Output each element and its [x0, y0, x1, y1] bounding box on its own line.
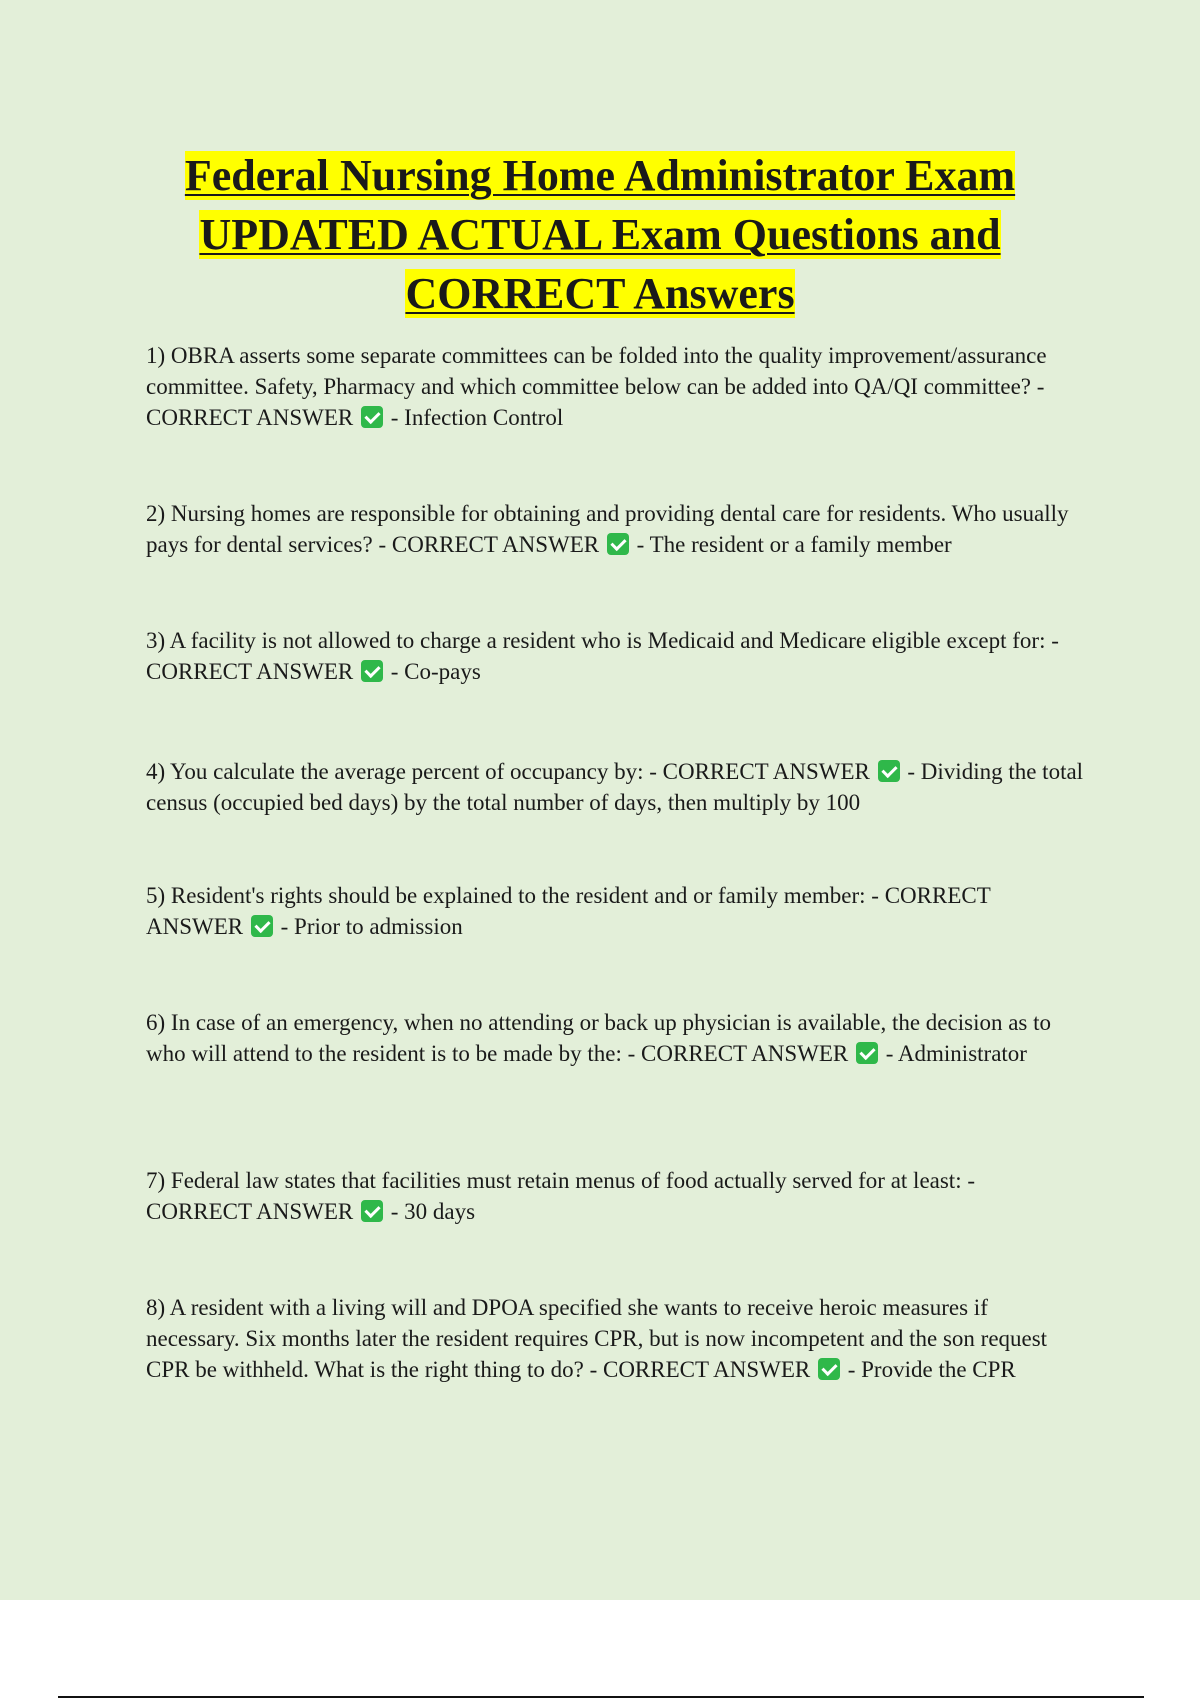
- footer-divider: [58, 1696, 1144, 1698]
- check-mark-icon: [361, 1200, 383, 1222]
- title-line-3: CORRECT Answers: [405, 269, 795, 318]
- answer-text: - Administrator: [885, 1041, 1027, 1066]
- answer-text: - 30 days: [390, 1199, 476, 1224]
- answer-text: - Infection Control: [390, 405, 564, 430]
- check-mark-icon: [878, 760, 900, 782]
- check-mark-icon: [607, 533, 629, 555]
- answer-text: - Dividing the total census (occupied bed days) by the total number of days, then multiply by 100: [146, 759, 1084, 815]
- answer-text: - Co-pays: [390, 659, 481, 684]
- document-title: [100, 146, 1100, 323]
- question-item-2: [146, 498, 1086, 560]
- question-text: 5) Resident's rights should be explained to the resident and or family member: - CORRECT ANSWER: [146, 883, 991, 939]
- question-text: 2) Nursing homes are responsible for obtaining and providing dental care for residents. Who usually pays for dental services? - CORRECT ANSWER: [146, 501, 1069, 557]
- check-mark-icon: [251, 915, 273, 937]
- question-text: 7) Federal law states that facilities must retain menus of food actually served for at least: - CORRECT ANSWER: [146, 1168, 975, 1224]
- question-text: 8) A resident with a living will and DPOA specified she wants to receive heroic measures if necessary. Six months later the resident requires CPR, but is now incompetent and the son request CPR be withheld. What is the right thing to do? - CORRECT ANSWER: [146, 1295, 1048, 1382]
- check-mark-icon: [856, 1042, 878, 1064]
- answer-text: - Provide the CPR: [847, 1357, 1016, 1382]
- question-text: 4) You calculate the average percent of occupancy by: - CORRECT ANSWER: [146, 759, 870, 784]
- check-mark-icon: [361, 406, 383, 428]
- question-text: 3) A facility is not allowed to charge a resident who is Medicaid and Medicare eligible except for: - CORRECT ANSWER: [146, 628, 1059, 684]
- title-line-2: UPDATED ACTUAL Exam Questions and: [199, 210, 1001, 259]
- answer-text: - The resident or a family member: [636, 532, 952, 557]
- question-item-5: [146, 880, 1086, 942]
- question-item-7: [146, 1165, 1086, 1227]
- check-mark-icon: [361, 660, 383, 682]
- check-mark-icon: [818, 1358, 840, 1380]
- answer-text: - Prior to admission: [280, 914, 463, 939]
- question-item-6: [146, 1007, 1086, 1069]
- question-item-4: [146, 756, 1086, 818]
- question-item-3: [146, 625, 1086, 687]
- question-text: 6) In case of an emergency, when no attending or back up physician is available, the decision as to who will attend to the resident is to be made by the: - CORRECT ANSWER: [146, 1010, 1052, 1066]
- question-item-1: [146, 340, 1086, 433]
- question-item-8: [146, 1292, 1086, 1385]
- title-line-1: Federal Nursing Home Administrator Exam: [184, 151, 1016, 200]
- question-text: 1) OBRA asserts some separate committees can be folded into the quality improvement/assurance committee. Safety, Pharmacy and which committee below can be added into QA/QI committee? - CORRECT ANSWER: [146, 343, 1047, 430]
